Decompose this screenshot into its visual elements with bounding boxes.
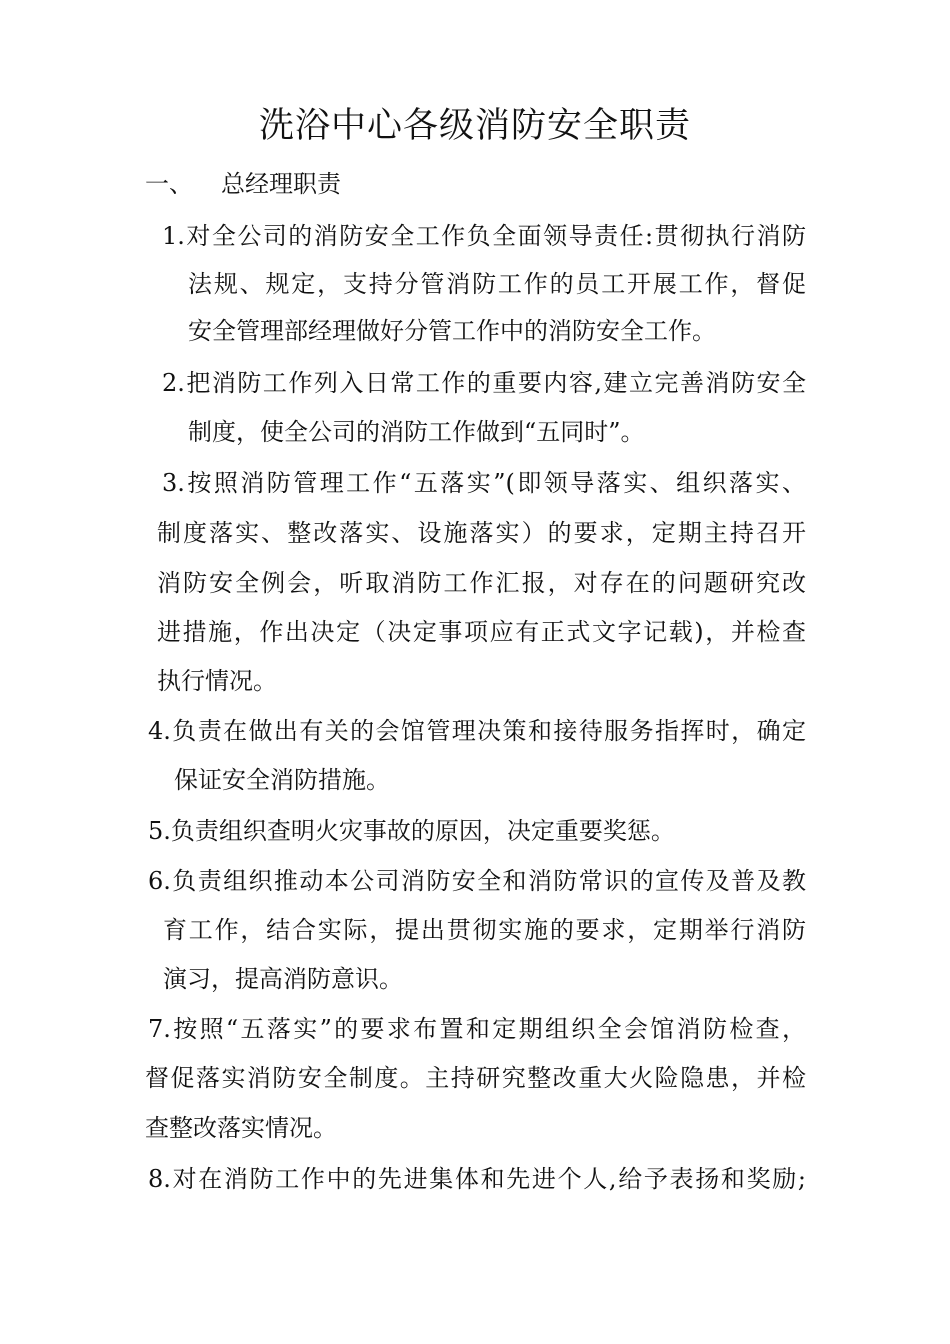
body-line: 4.负责在做出有关的会馆管理决策和接待服务指挥时，确定 bbox=[148, 717, 806, 745]
body-line: 5.负责组织查明火灾事故的原因，决定重要奖惩。 bbox=[148, 817, 675, 845]
body-line: 法规、规定，支持分管消防工作的员工开展工作，督促 bbox=[188, 270, 806, 298]
body-line: 6.负责组织推动本公司消防安全和消防常识的宣传及普及教 bbox=[148, 867, 806, 895]
body-line: 制度，使全公司的消防工作做到“五同时”。 bbox=[188, 418, 645, 446]
body-line: 消防安全例会，听取消防工作汇报，对存在的问题研究改 bbox=[157, 569, 806, 597]
body-line: 育工作，结合实际，提出贯彻实施的要求，定期举行消防 bbox=[163, 916, 806, 944]
section-title: 总经理职责 bbox=[221, 170, 341, 198]
page-title: 洗浴中心各级消防安全职责 bbox=[258, 106, 691, 146]
body-line: 制度落实、整改落实、设施落实）的要求，定期主持召开 bbox=[157, 519, 806, 547]
body-line: 演习，提高消防意识。 bbox=[163, 965, 403, 993]
body-line: 安全管理部经理做好分管工作中的消防安全工作。 bbox=[188, 317, 716, 345]
body-line: 2.把消防工作列入日常工作的重要内容,建立完善消防安全 bbox=[162, 369, 806, 397]
section-heading bbox=[145, 166, 341, 202]
body-line: 7.按照“五落实”的要求布置和定期组织全会馆消防检查， bbox=[148, 1015, 806, 1043]
body-line: 保证安全消防措施。 bbox=[174, 766, 390, 794]
body-line: 督促落实消防安全制度。主持研究整改重大火险隐患，并检 bbox=[145, 1064, 806, 1092]
body-line: 8.对在消防工作中的先进集体和先进个人,给予表扬和奖励; bbox=[148, 1165, 806, 1193]
body-line: 进措施，作出决定（决定事项应有正式文字记载)，并检查 bbox=[157, 618, 806, 646]
body-line: 1.对全公司的消防安全工作负全面领导责任:贯彻执行消防 bbox=[162, 222, 806, 250]
section-number: 一、 bbox=[145, 170, 193, 198]
body-line: 3.按照消防管理工作“五落实”(即领导落实、组织落实、 bbox=[162, 469, 806, 497]
body-line: 查整改落实情况。 bbox=[145, 1114, 337, 1142]
body-line: 执行情况。 bbox=[157, 667, 277, 695]
